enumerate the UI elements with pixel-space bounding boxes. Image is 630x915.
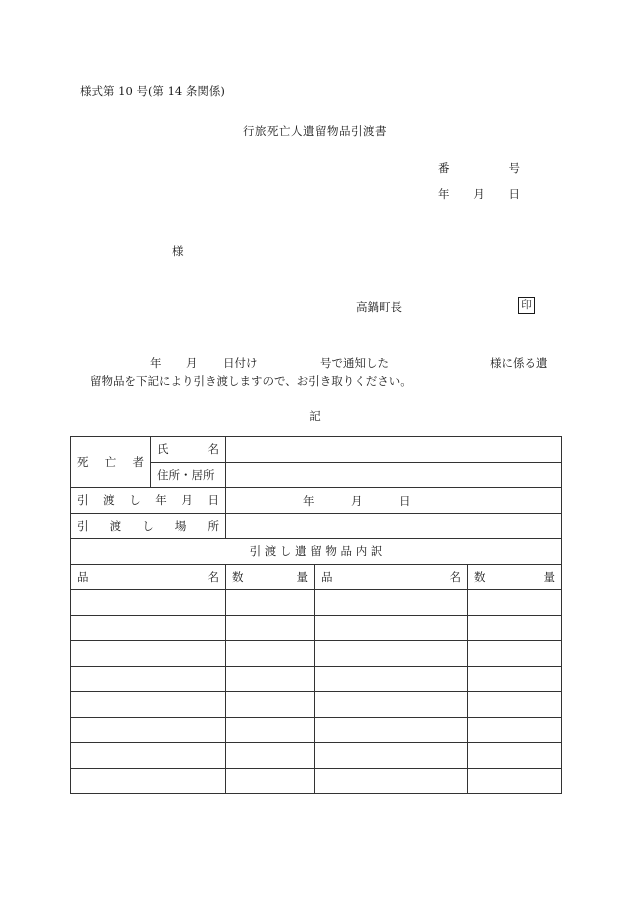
table-row [71, 641, 562, 667]
item-name-cell[interactable] [71, 743, 226, 769]
item-name-cell-2[interactable] [315, 615, 468, 641]
quantity-cell[interactable] [226, 615, 315, 641]
quantity-cell-2[interactable] [468, 666, 562, 692]
body-line-2: 留物品を下記により引き渡しますので、お引き取りください。 [90, 374, 412, 388]
column-header-quantity: 数 量 [226, 564, 315, 590]
handover-place-value-cell[interactable] [226, 513, 562, 539]
deceased-char: 死 [77, 455, 89, 469]
body-notified: 号で通知した [320, 356, 389, 370]
quantity-cell-2[interactable] [468, 590, 562, 616]
label-char: 引 [77, 493, 89, 508]
item-name-cell-2[interactable] [315, 717, 468, 743]
table-row [71, 768, 562, 794]
ki-heading: 記 [309, 409, 321, 423]
quantity-cell[interactable] [226, 768, 315, 794]
label-char: し [142, 518, 154, 533]
reference-date-line [438, 186, 520, 202]
label-char: 渡 [109, 518, 122, 533]
name-label-cell [151, 437, 226, 463]
handover-place-label-cell [71, 513, 226, 539]
body-concerning: 様に係る遺 [490, 356, 548, 370]
table-row [71, 590, 562, 616]
address-value-cell[interactable] [226, 462, 562, 488]
form-number: 様式第 10 号(第 14 条関係) [80, 84, 225, 98]
name-value-cell[interactable] [226, 437, 562, 463]
deceased-label-cell [71, 437, 151, 488]
item-name-cell-2[interactable] [315, 590, 468, 616]
item-name-cell-2[interactable] [315, 743, 468, 769]
label-char: 渡 [103, 493, 115, 508]
item-name-cell-2[interactable] [315, 641, 468, 667]
item-name-cell[interactable] [71, 615, 226, 641]
date-label-month: 月 [473, 187, 485, 201]
body-date-suffix: 日付け [223, 356, 258, 370]
table-row-name [71, 437, 562, 463]
table-row-items-title [71, 539, 562, 565]
handover-form-table [70, 436, 562, 794]
date-label-day: 日 [508, 187, 520, 201]
seal-stamp-box: 印 [518, 297, 535, 314]
recipient-honorific: 様 [172, 244, 184, 258]
quantity-cell-2[interactable] [468, 717, 562, 743]
quantity-cell-2[interactable] [468, 615, 562, 641]
quantity-cell[interactable] [226, 692, 315, 718]
item-name-cell[interactable] [71, 666, 226, 692]
quantity-cell-2[interactable] [468, 692, 562, 718]
date-label-year: 年 [438, 187, 450, 201]
label-char: 場 [174, 518, 187, 533]
label-char: 年 [155, 493, 167, 508]
item-name-cell[interactable] [71, 717, 226, 743]
name-char: 氏 [157, 442, 169, 457]
handover-month: 月 [351, 494, 363, 509]
deceased-char: 者 [132, 455, 144, 469]
handover-year: 年 [303, 494, 315, 509]
issuer-name: 高鍋町長 [356, 300, 402, 314]
label-char: 所 [207, 518, 219, 533]
table-row-handover-date [71, 488, 562, 514]
column-header-item-name-2: 品 名 [315, 564, 468, 590]
table-row-handover-place [71, 513, 562, 539]
item-name-cell[interactable] [71, 768, 226, 794]
item-name-cell-2[interactable] [315, 768, 468, 794]
item-name-cell[interactable] [71, 641, 226, 667]
name-char: 名 [207, 442, 219, 457]
items-title-cell: 引 渡 し 遺 留 物 品 内 訳 [71, 539, 562, 565]
reference-number-line [438, 160, 520, 176]
table-row [71, 743, 562, 769]
table-row [71, 692, 562, 718]
number-label-go: 号 [508, 161, 520, 175]
quantity-cell-2[interactable] [468, 768, 562, 794]
table-row [71, 717, 562, 743]
column-header-item-name: 品 名 [71, 564, 226, 590]
quantity-cell[interactable] [226, 590, 315, 616]
label-char: 月 [181, 493, 193, 508]
item-name-cell[interactable] [71, 590, 226, 616]
label-char: 日 [207, 493, 219, 508]
column-header-quantity-2: 数 量 [468, 564, 562, 590]
document-title: 行旅死亡人遺留物品引渡書 [243, 124, 387, 138]
body-year: 年 [150, 356, 162, 370]
quantity-cell[interactable] [226, 743, 315, 769]
handover-date-label-cell [71, 488, 226, 514]
item-name-cell-2[interactable] [315, 666, 468, 692]
quantity-cell-2[interactable] [468, 641, 562, 667]
table-row-column-headers [71, 564, 562, 590]
item-name-cell-2[interactable] [315, 692, 468, 718]
handover-date-value-cell[interactable] [226, 488, 562, 514]
item-rows [71, 590, 562, 794]
number-label-ban: 番 [438, 161, 450, 175]
deceased-char: 亡 [104, 455, 117, 469]
address-label-cell: 住所・居所 [151, 462, 226, 488]
quantity-cell[interactable] [226, 717, 315, 743]
table-row [71, 615, 562, 641]
label-char: し [129, 493, 141, 508]
table-row [71, 666, 562, 692]
label-char: 引 [77, 518, 89, 533]
body-month: 月 [186, 356, 198, 370]
quantity-cell-2[interactable] [468, 743, 562, 769]
quantity-cell[interactable] [226, 641, 315, 667]
quantity-cell[interactable] [226, 666, 315, 692]
item-name-cell[interactable] [71, 692, 226, 718]
handover-day: 日 [399, 494, 411, 509]
